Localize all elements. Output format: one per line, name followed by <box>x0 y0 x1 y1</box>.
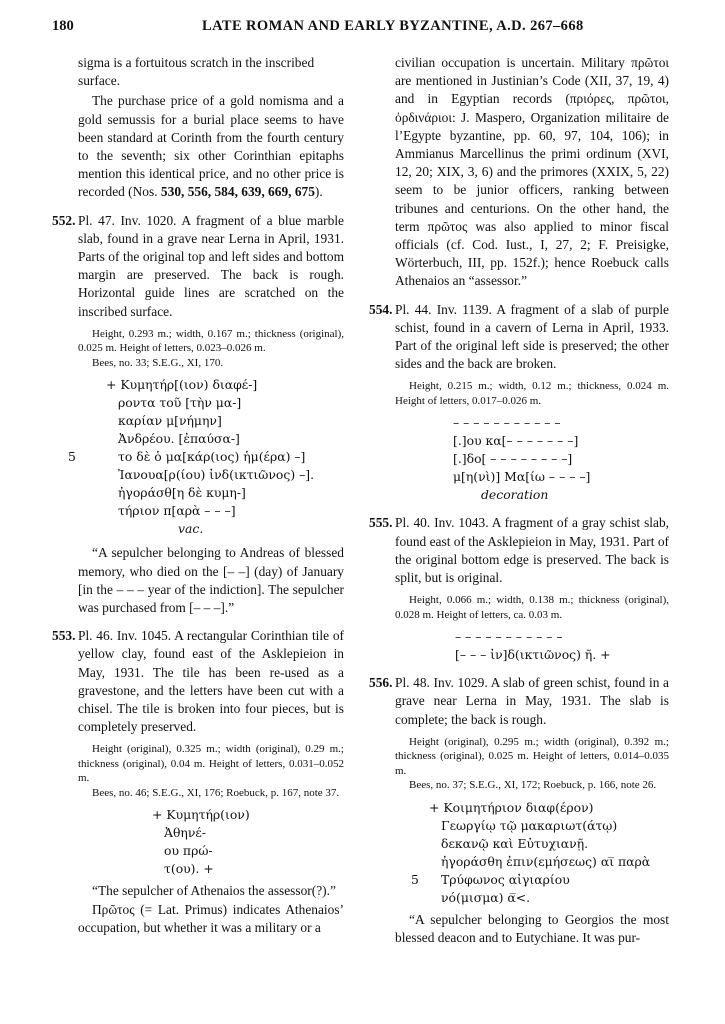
inscription-line: Ἰανουα[ρ(ίου) ἰνδ(ικτιῶνος) –]. <box>118 467 315 483</box>
inscription-line: το δὲ ὁ μα[κάρ(ιος) ἡμ(έρα) –] <box>118 449 306 465</box>
entry-553-meta1: Height (original), 0.325 m.; width (original), 0.29 m.; thickness (original), 0.04 m. Height of letters, 0.031–0.052 m. <box>78 743 344 785</box>
entry-555-number: 555. <box>369 515 393 531</box>
entry-556-inscription <box>411 799 669 907</box>
entry-555 <box>369 514 669 664</box>
right-continuation: civilian occupation is uncertain. Military πρῶτοι are mentioned in Justinian’s Code (XII, 37, 19, 4) and in Egyptian records (πριόρες, πρῶτοι, ὀρδινάριοι: J. Maspero, Organization militaire de l’Egypte byzantine, pp. 60, 97, 104, 106); in Ammianus Marcellinus the primi ordinum (XVI, 12, 20; XIX, 3, 6) and the primores (XXIX, 5, 22) seem to be junior officers, ranking between tribunes and centurions. On the other hand, the term πρῶτος was also applied to minor fiscal officials (cf. Cod. Iust., I, 27, 2; F. Preisigke, Wörterbuch, III, pp. 152f.); hence Roebuck calls Athenaios an “assessor.” <box>395 55 669 289</box>
entry-552-translation: “A sepulcher belonging to Andreas of blessed memory, who died on the [– –] (day) of January [in the – – – year of the indiction]. The sepulcher was purchased from [– – –].” <box>78 545 344 615</box>
inscription-line: ἠγοράσθ[η δὲ κυμη-] <box>118 485 246 501</box>
entry-555-measurements <box>369 593 669 622</box>
inscription-line: + Κυμητήρ(ιον) <box>152 807 250 823</box>
page-number: 180 <box>52 18 74 34</box>
purchase-end: ). <box>314 184 323 200</box>
left-column <box>52 54 344 937</box>
entry-555-description <box>369 514 669 587</box>
entry-552-number: 552. <box>52 212 76 228</box>
entry-556-number: 556. <box>369 675 393 691</box>
entry-554-description <box>369 301 669 374</box>
running-title: LATE ROMAN AND EARLY BYZANTINE, A.D. 267–668 <box>202 18 584 34</box>
entry-553-translation: “The sepulcher of Athenaios the assessor(?).” <box>92 883 336 899</box>
entry-552-description <box>52 212 344 321</box>
entry-556-measurements <box>369 735 669 793</box>
entry-552 <box>52 212 344 618</box>
entry-553-number: 553. <box>52 628 76 644</box>
entry-556-description <box>369 674 669 729</box>
entry-553-meta2: Bees, no. 46; S.E.G., XI, 176; Roebuck, p. 167, note 37. <box>92 786 340 799</box>
entry-552-inscription <box>68 376 344 538</box>
right-column <box>369 54 669 947</box>
inscription-line: [.]δο[ – – – – – – – –] <box>453 451 573 467</box>
inscription-line: Γεωργίῳ τῷ μακαριωτ(άτῳ) <box>441 817 618 833</box>
entry-552-measurements <box>52 327 344 371</box>
inscription-line: νό(μισμα) α̅<. <box>441 889 531 905</box>
entry-556-translation: “A sepulcher belonging to Georgios the most blessed deacon and to Eutychiane. It was pur- <box>395 911 669 946</box>
purchase-refs: 530, 556, 584, 639, 669, 675 <box>160 184 315 200</box>
inscription-line: δεκανῷ καὶ Εὐτυχιανῇ. <box>441 835 589 851</box>
entry-553-note: Πρῶτος (= Lat. Primus) indicates Athenaios’ occupation, but whether it was a military or a <box>78 901 344 935</box>
entry-552-meta1: Height, 0.293 m.; width, 0.167 m.; thickness (original), 0.025 m. Height of letters, 0.023–0.026 m. <box>78 327 344 355</box>
inscription-line: τήριον π[αρὰ – – –] <box>118 503 236 519</box>
intro-line-2: surface. <box>78 73 121 89</box>
inscription-line: μ[η(νὶ)] Μα[ίω – – – –] <box>453 469 591 485</box>
inscription-line: + Κυμητήρ[(ιον) διαφέ-] <box>106 377 258 393</box>
entry-556-meta2: Bees, no. 37; S.E.G., XI, 172; Roebuck, p. 166, note 26. <box>409 779 657 792</box>
entry-554-meta1: Height, 0.215 m.; width, 0.12 m.; thickness, 0.024 m. Height of letters, 0.017–0.026 m. <box>395 380 669 407</box>
inscription-line-number: 5 <box>68 449 76 465</box>
inscription-decoration: decoration <box>481 487 549 503</box>
entry-553-description <box>52 627 344 736</box>
entry-552-meta2: Bees, no. 33; S.E.G., XI, 170. <box>92 356 224 369</box>
inscription-line: Ἀθηνέ- <box>164 825 206 841</box>
entry-556-text: Pl. 48. Inv. 1029. A slab of green schist, found in a grave near Lerna in May, 1931. The slab is complete; the back is rough. <box>395 675 669 727</box>
entry-555-inscription <box>455 628 669 664</box>
inscription-line: καρίαν μ[νήμην] <box>118 413 222 429</box>
inscription-line: [.]ου κα[– – – – – – –] <box>453 433 579 449</box>
entry-556-meta1: Height (original), 0.295 m.; width (original), 0.392 m.; thickness (original), 0.025 m. Height of letters, 0.014–0.035 m. <box>395 735 669 777</box>
entry-554-inscription <box>453 414 669 504</box>
inscription-vac: vac. <box>178 521 204 537</box>
intro-line-1: sigma is a fortuitous scratch in the inscribed <box>78 55 315 70</box>
entry-553 <box>52 627 344 937</box>
entry-552-text: Pl. 47. Inv. 1020. A fragment of a blue marble slab, found in a grave near Lerna in April, 1931. Parts of the original top and left sides and bottom margin are preserved. The back is rough. Horizontal guide lines are scratched on the inscribed surface. <box>78 212 344 319</box>
inscription-line: ἠγοράσθη ἐπιν(εμήσεως) αι̅ παρὰ <box>441 853 651 869</box>
entry-554 <box>369 301 669 505</box>
running-header <box>52 18 685 38</box>
purchase-paragraph <box>52 92 344 201</box>
inscription-line: Ἀνδρέου. [ἐπαύσα-] <box>118 431 240 447</box>
entry-555-meta1: Height, 0.066 m.; width, 0.138 m.; thickness (original), 0.028 m. Height of letters, ca. 0.03 m. <box>395 594 669 621</box>
inscription-line: Τρύφωνος αἰγιαρίου <box>441 871 570 887</box>
inscription-line: ου πρώ- <box>164 843 213 859</box>
inscription-line-number: 5 <box>411 871 419 887</box>
inscription-line: + Κοιμητήριον διαφ(έρον) <box>429 799 594 815</box>
inscription-line: – – – – – – – – – – – <box>453 415 561 431</box>
inscription-line: ροντα τοῦ [τὴν μα-] <box>118 395 242 411</box>
inscription-line: τ(ου). + <box>164 861 214 877</box>
entry-554-number: 554. <box>369 301 393 317</box>
entry-555-text: Pl. 40. Inv. 1043. A fragment of a gray schist slab, found east of the Asklepieion in May, 1931. Part of the original bottom edge is preserved. The back is split, but is original. <box>395 515 669 586</box>
entry-553-text: Pl. 46. Inv. 1045. A rectangular Corinthian tile of yellow clay, found east of the Asklepieion in May, 1931. The tile has been re-used as a gravestone, and the letters have been cut with a chisel. The tile is broken into four pieces, but is completely preserved. <box>78 628 344 735</box>
purchase-text: The purchase price of a gold nomisma and a gold semussis for a burial place seems to have been standard at Corinth from the fourth century to the seventh; six other Corinthian epitaphs mention this identical price, and no other price is recorded (Nos. <box>78 93 344 200</box>
entry-553-inscription <box>152 806 344 878</box>
entry-554-text: Pl. 44. Inv. 1139. A fragment of a slab of purple schist, found in a cavern of Lerna in April, 1933. Part of the original left side is preserved; the other sides and the back are broken. <box>395 301 669 372</box>
inscription-line: [– – – ἰν]δ(ικτιῶνος) ῆ. + <box>455 647 611 663</box>
entry-556 <box>369 674 669 947</box>
inscription-line: – – – – – – – – – – – <box>455 629 563 645</box>
entry-554-measurements <box>369 379 669 408</box>
entry-553-measurements <box>52 742 344 800</box>
